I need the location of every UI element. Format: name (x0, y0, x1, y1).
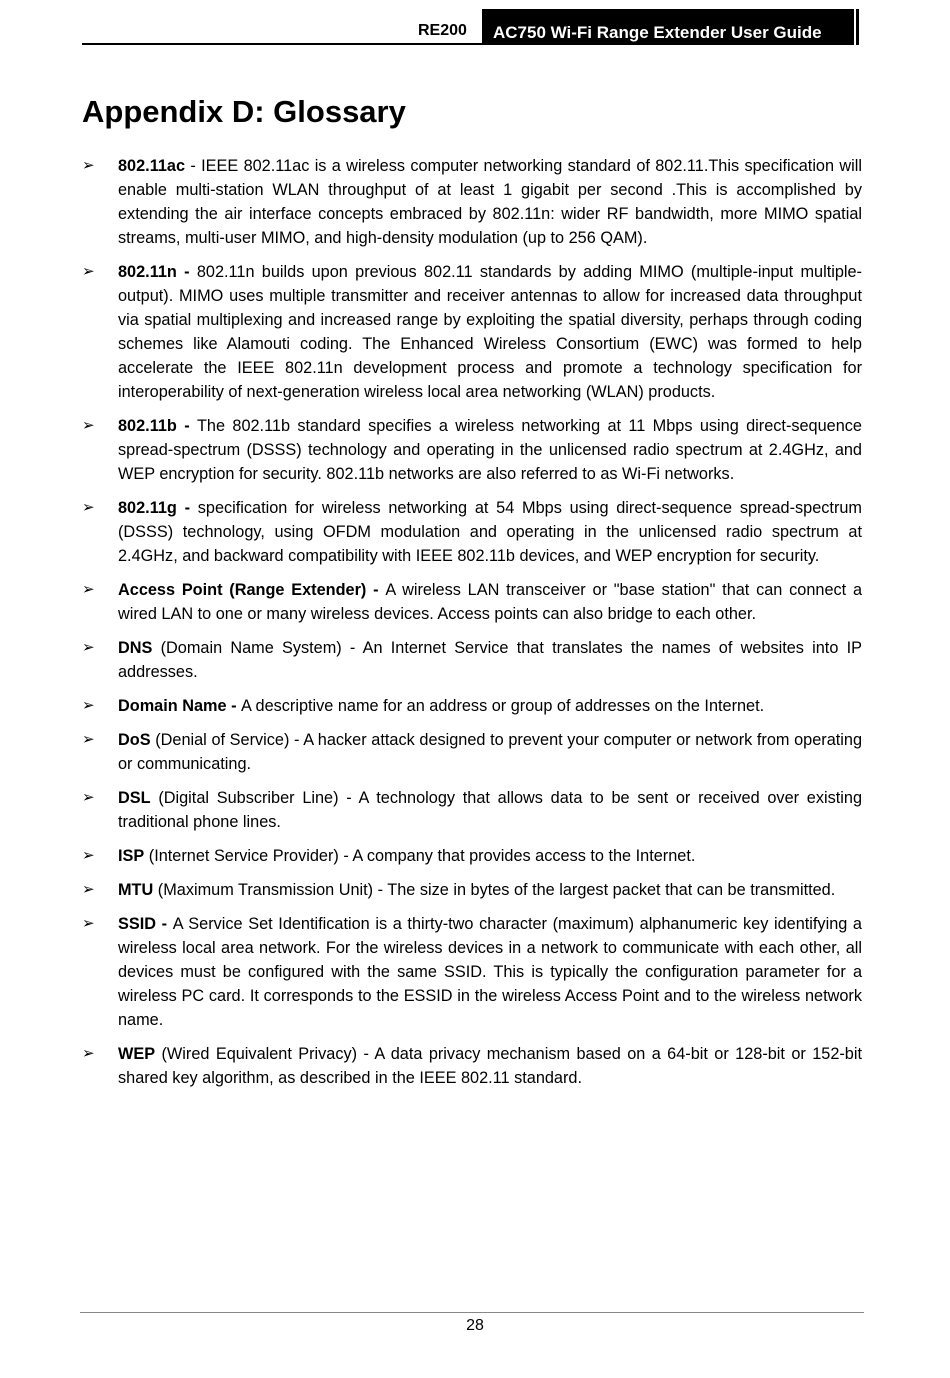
bullet-arrow-icon: ➢ (82, 847, 95, 864)
glossary-entry-802-11b (82, 414, 862, 486)
bullet-arrow-icon: ➢ (82, 1045, 95, 1062)
glossary-separator: - (185, 157, 202, 175)
glossary-term: DoS (118, 731, 151, 749)
glossary-entry-dns (82, 636, 862, 684)
header-model: RE200 (418, 22, 467, 39)
glossary-definition: IEEE 802.11ac is a wireless computer networking standard of 802.11.This specification will enable multi-station WLAN throughput of at least 1 gigabit per second .This is accomplished by extending the air interface concepts embraced by 802.11n: wider RF bandwidth, more MIMO spatial streams, multi-user MIMO, and high-density modulation (up to 256 QAM). (118, 157, 862, 247)
glossary-term: 802.11ac (118, 157, 186, 175)
glossary-entry-domain-name (82, 694, 862, 718)
glossary-entry-802-11g (82, 496, 862, 568)
glossary-entry-ssid (82, 912, 862, 1032)
glossary-definition: Digital Subscriber Line) - A technology that allows data to be sent or received over existing traditional phone lines. (118, 789, 863, 831)
glossary-separator: ( (150, 731, 161, 749)
glossary-definition: Domain Name System) - An Internet Service that translates the names of websites into IP addresses. (118, 639, 862, 681)
glossary-term: 802.11b - (118, 417, 197, 435)
header-edge-mark (856, 9, 859, 45)
glossary-entry-mtu (82, 878, 862, 902)
glossary-term: Domain Name - (118, 697, 242, 715)
glossary-definition: A wireless LAN transceiver or "base station" that can connect a wired LAN to one or many wireless devices. Access points can also bridge to each other. (118, 581, 862, 623)
glossary-definition: Maximum Transmission Unit) - The size in bytes of the largest packet that can be transmitted. (163, 881, 836, 899)
bullet-arrow-icon: ➢ (82, 499, 95, 516)
footer-rule (80, 1312, 864, 1313)
glossary-definition: specification for wireless networking at 54 Mbps using direct-sequence spread-spectrum (DSSS) technology, using OFDM modulation and operating in the unlicensed radio spectrum at 2.4GHz, and backward compatibility with IEEE 802.11b devices, and WEP encryption for security. (118, 499, 862, 565)
glossary-entry-isp (82, 844, 862, 868)
glossary-entry-dsl (82, 786, 862, 834)
glossary-entry-dos (82, 728, 862, 776)
glossary-entry-802-11n (82, 260, 862, 404)
bullet-arrow-icon: ➢ (82, 789, 95, 806)
glossary-definition: Wired Equivalent Privacy) - A data privacy mechanism based on a 64-bit or 128-bit or 152-bit shared key algorithm, as described in the IEEE 802.11 standard. (118, 1045, 862, 1087)
glossary-definition: Internet Service Provider) - A company that provides access to the Internet. (154, 847, 696, 865)
glossary-separator: ( (150, 789, 164, 807)
bullet-arrow-icon: ➢ (82, 263, 95, 280)
glossary-term: DSL (118, 789, 151, 807)
bullet-arrow-icon: ➢ (82, 639, 95, 656)
bullet-arrow-icon: ➢ (82, 157, 95, 174)
bullet-arrow-icon: ➢ (82, 915, 95, 932)
glossary-entry-802-11ac (82, 154, 862, 250)
bullet-arrow-icon: ➢ (82, 881, 95, 898)
glossary-separator: ( (144, 847, 155, 865)
glossary-term: 802.11g - (118, 499, 198, 517)
glossary-term: SSID - (118, 915, 173, 933)
glossary-separator: ( (152, 639, 167, 657)
page-title: Appendix D: Glossary (82, 94, 406, 129)
glossary-entry-wep (82, 1042, 862, 1090)
glossary-term: DNS (118, 639, 153, 657)
glossary-separator: ( (153, 881, 164, 899)
header-rule (82, 43, 482, 45)
glossary-term: 802.11n - (118, 263, 197, 281)
glossary-definition: A descriptive name for an address or group of addresses on the Internet. (241, 697, 765, 715)
glossary-definition: The 802.11b standard specifies a wireless networking at 11 Mbps using direct-sequence spread-spectrum (DSSS) technology and operating in the unlicensed radio spectrum at 2.4GHz, and WEP encryption for security. 802.11b networks are also referred to as Wi-Fi networks. (118, 417, 862, 483)
glossary-term: MTU (118, 881, 154, 899)
glossary-term: WEP (118, 1045, 156, 1063)
glossary-entry-access-point (82, 578, 862, 626)
page-number: 28 (466, 1317, 484, 1334)
bullet-arrow-icon: ➢ (82, 697, 95, 714)
glossary-definition: A Service Set Identification is a thirty-two character (maximum) alphanumeric key identifying a wireless local area network. For the wireless devices in a network to communicate with each other, all devices must be configured with the same SSID. This is typically the configuration parameter for a wireless PC card. It corresponds to the ESSID in the wireless Access Point and to the wireless network name. (118, 915, 862, 1029)
glossary-separator: ( (155, 1045, 167, 1063)
glossary-list (82, 154, 862, 1100)
glossary-term: ISP (118, 847, 145, 865)
bullet-arrow-icon: ➢ (82, 581, 95, 598)
glossary-definition: 802.11n builds upon previous 802.11 standards by adding MIMO (multiple-input multiple-output). MIMO uses multiple transmitter and receiver antennas to allow for increased data throughput via spatial multiplexing and increased range by exploiting the spatial diversity, perhaps through coding schemes like Alamouti coding. The Enhanced Wireless Consortium (EWC) was formed to help accelerate the IEEE 802.11n development process and promote a technology specification for interoperability of next-generation wireless local area networking (WLAN) products. (118, 263, 862, 401)
bullet-arrow-icon: ➢ (82, 417, 95, 434)
bullet-arrow-icon: ➢ (82, 731, 95, 748)
header-guide-title: AC750 Wi-Fi Range Extender User Guide (482, 9, 854, 45)
glossary-term: Access Point (Range Extender) - (118, 581, 386, 599)
glossary-definition: Denial of Service) - A hacker attack designed to prevent your computer or network from operating or communicating. (118, 731, 862, 773)
